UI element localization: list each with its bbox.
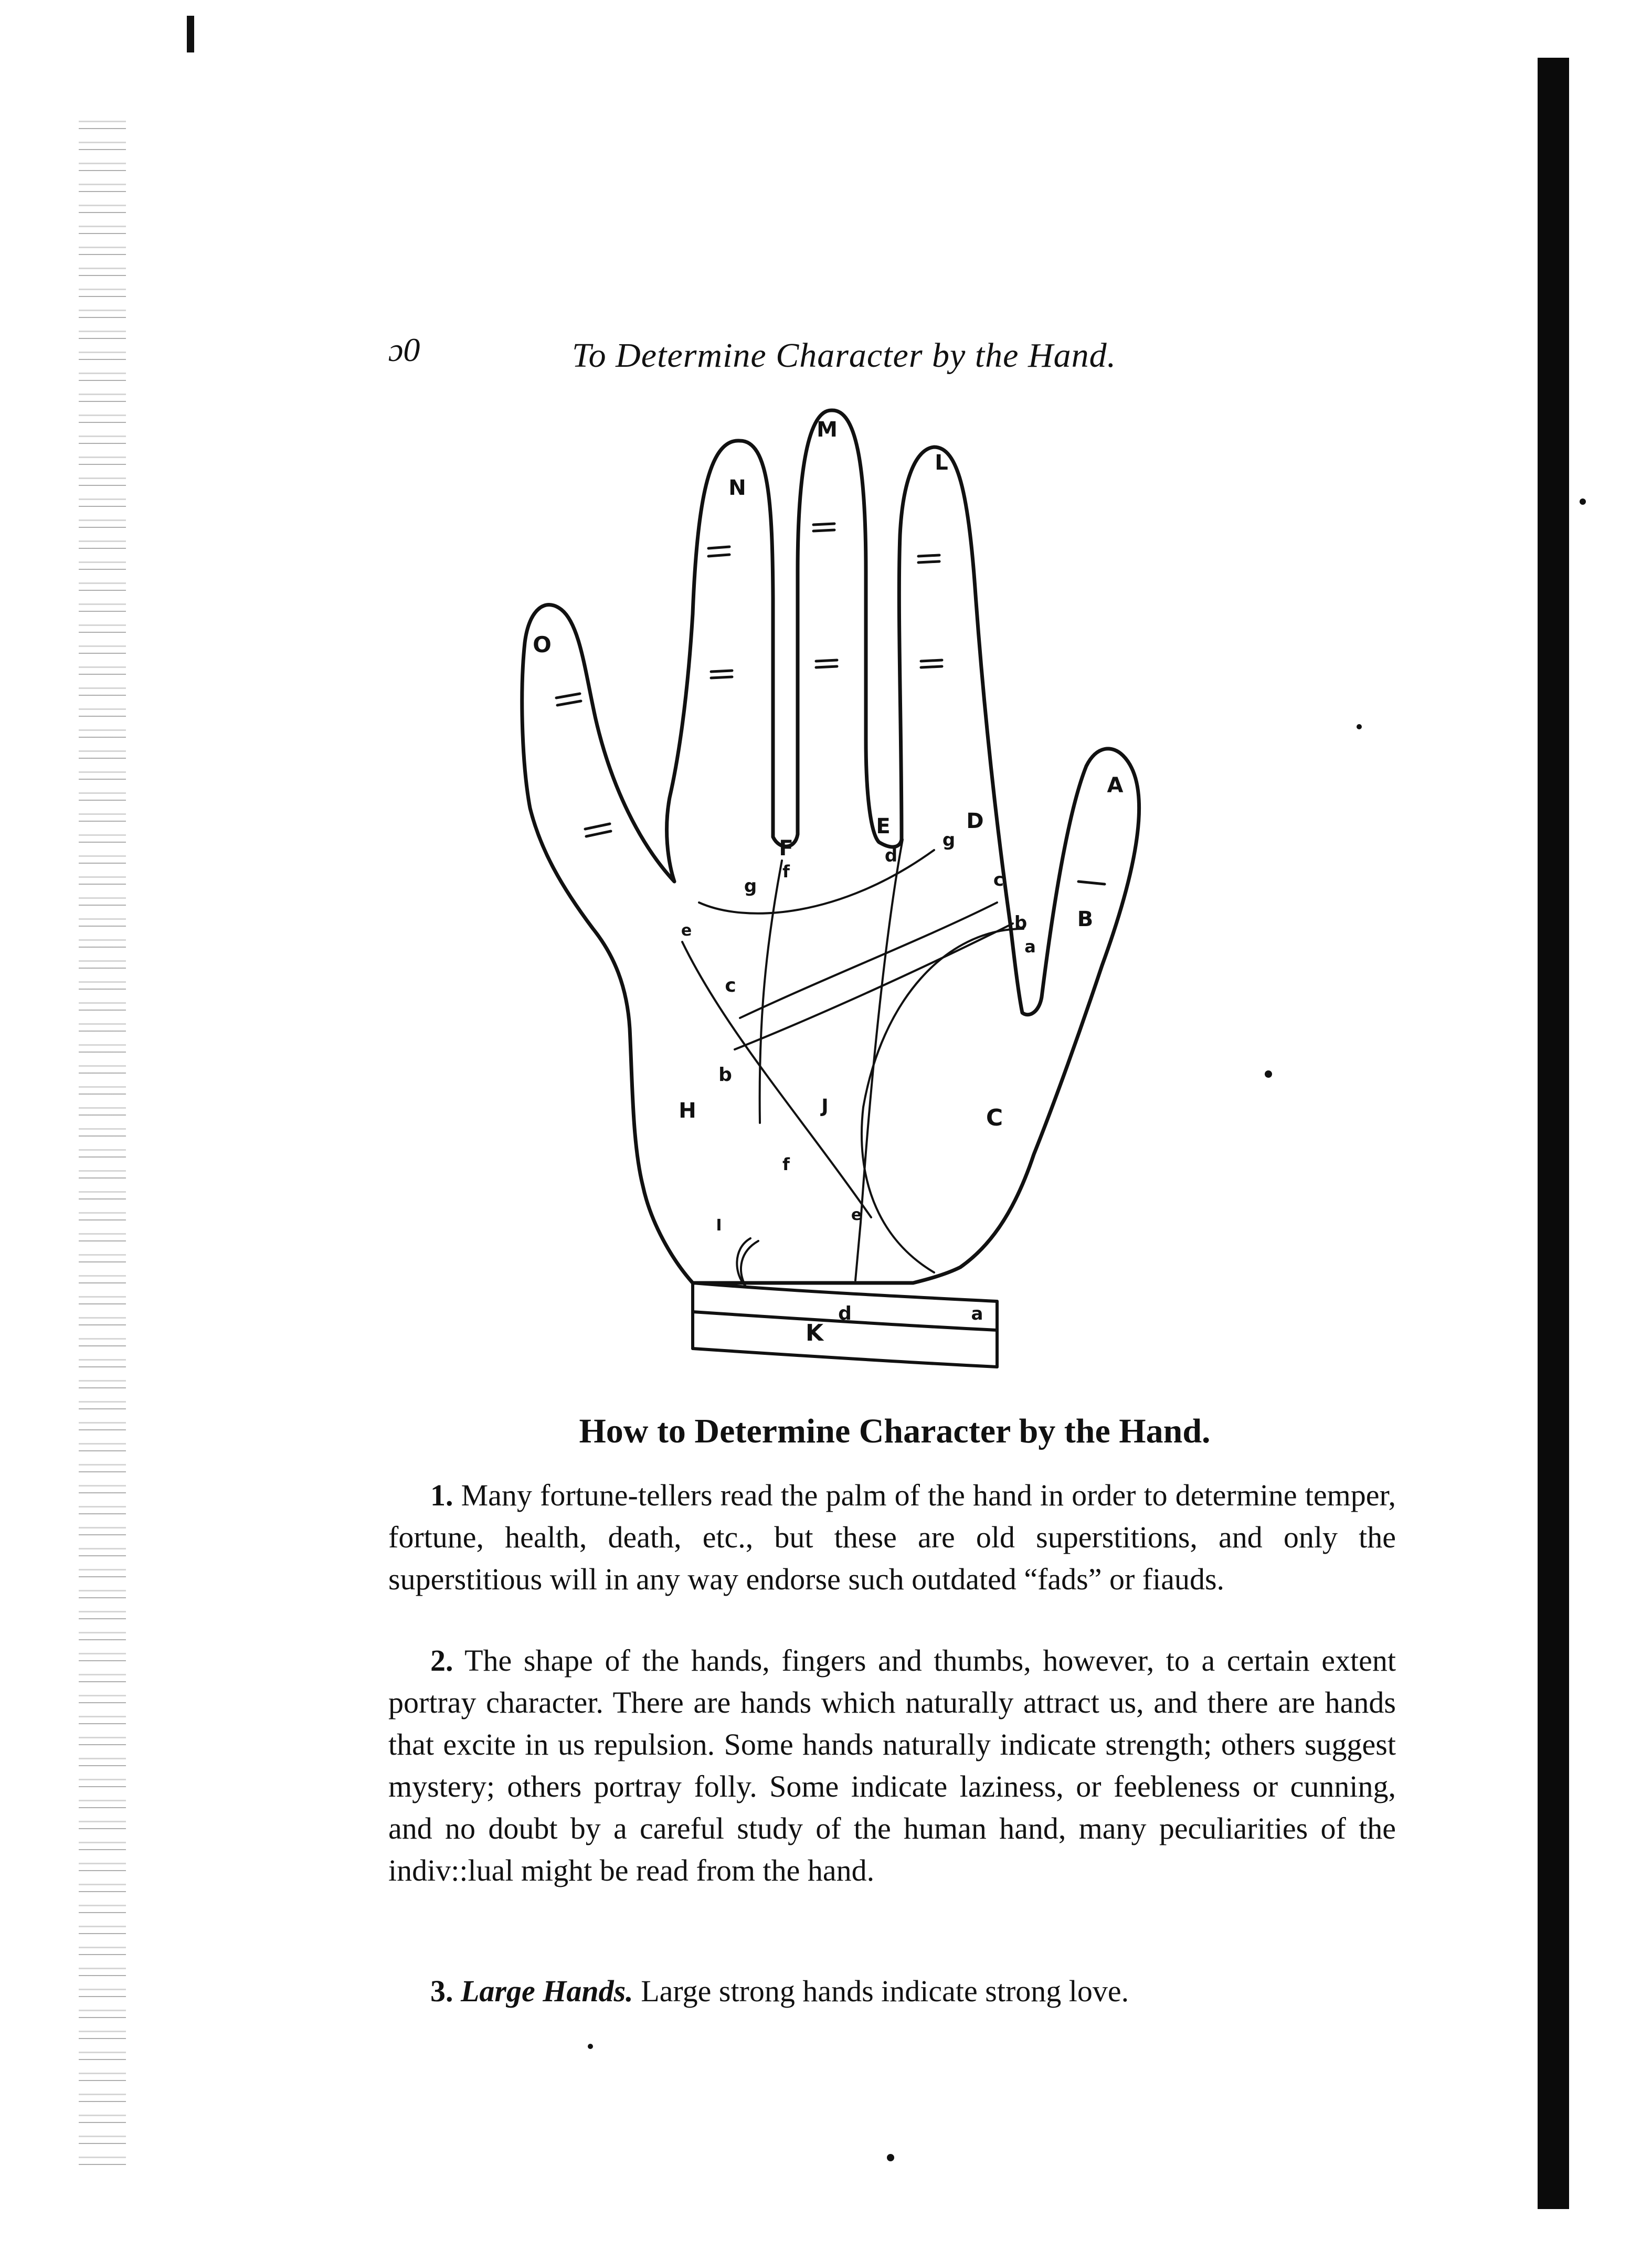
label-b-right: b: [1014, 912, 1028, 933]
label-f-top: f: [782, 862, 790, 882]
label-g-left: g: [744, 876, 757, 897]
scan-shadow-bar: [1538, 58, 1569, 2209]
label-d-top: d: [884, 845, 898, 866]
label-D: D: [966, 809, 984, 833]
label-b-left: b: [718, 1064, 732, 1086]
label-e-mid: e: [851, 1206, 862, 1224]
scan-mark: [187, 16, 194, 52]
label-M: M: [817, 418, 838, 442]
scan-speck: [1265, 1070, 1272, 1078]
label-K: K: [805, 1320, 824, 1346]
life-line: [862, 929, 1023, 1272]
label-e-left: e: [681, 921, 692, 940]
label-A: A: [1107, 773, 1124, 798]
scan-speck: [1357, 724, 1362, 729]
label-F: F: [779, 836, 793, 861]
page-number: ɔ0: [388, 331, 420, 368]
label-N: N: [728, 476, 746, 500]
paragraph-number: 3.: [430, 1974, 453, 2008]
label-a-bottom: a: [971, 1303, 983, 1324]
scan-speck: [1580, 498, 1586, 505]
paragraph-number: 1.: [430, 1478, 453, 1512]
label-L: L: [935, 451, 948, 475]
paragraph-number: 2.: [430, 1643, 453, 1678]
line-e: [682, 942, 871, 1217]
head-line-lower: [735, 923, 1013, 1049]
label-a-top: a: [1024, 937, 1036, 957]
label-f-bottom: f: [782, 1154, 790, 1174]
paragraph-text: The shape of the hands, fingers and thumbs, however, to a certain extent portray character. There are hands which naturally attract us, and there are hands that excite in us repulsion. Some hands naturally indicate strength; others suggest mystery; others portray folly. Some indicate laziness, or feebleness or cunning, and no doubt by a careful study of the human hand, many peculiarities of the indiv::lual might be read from the hand.: [388, 1643, 1396, 1887]
section-heading: How to Determine Character by the Hand.: [579, 1412, 1211, 1450]
label-C: C: [986, 1105, 1003, 1131]
label-J: J: [821, 1096, 829, 1117]
label-H: H: [679, 1099, 696, 1123]
label-B: B: [1077, 907, 1094, 931]
head-line: [740, 903, 997, 1018]
label-O: O: [533, 632, 552, 657]
paragraph-2: [388, 1640, 1396, 1892]
paragraph-3: [388, 1970, 1396, 2012]
paragraph-text: Many fortune-tellers read the palm of the hand in order to determine temper, fortune, health, death, etc., but these are old superstitions, and only the superstitious will in any way endorse such outdated “fads” or fiauds.: [388, 1478, 1396, 1596]
label-c-left: c: [725, 975, 736, 996]
label-c-right: c: [993, 869, 1004, 890]
palm-diagram: [472, 399, 1238, 1406]
paragraph-text: Large strong hands indicate strong love.: [641, 1974, 1129, 2008]
paragraph-term: Large Hands.: [461, 1974, 633, 2008]
label-I: I: [716, 1216, 722, 1235]
moon-crescent: [737, 1238, 758, 1286]
label-E: E: [876, 814, 891, 838]
sun-line: [760, 861, 782, 1123]
scan-speck: [588, 2044, 593, 2049]
running-title: To Determine Character by the Hand.: [572, 336, 1117, 375]
scan-edge-artifact: [79, 121, 126, 2167]
wrist-bands: [693, 1283, 997, 1367]
hand-outline: [522, 410, 1139, 1283]
scan-speck: [887, 2154, 894, 2161]
paragraph-1: [388, 1474, 1396, 1600]
label-d-bottom: d: [838, 1303, 852, 1324]
label-g-right: g: [942, 830, 956, 851]
